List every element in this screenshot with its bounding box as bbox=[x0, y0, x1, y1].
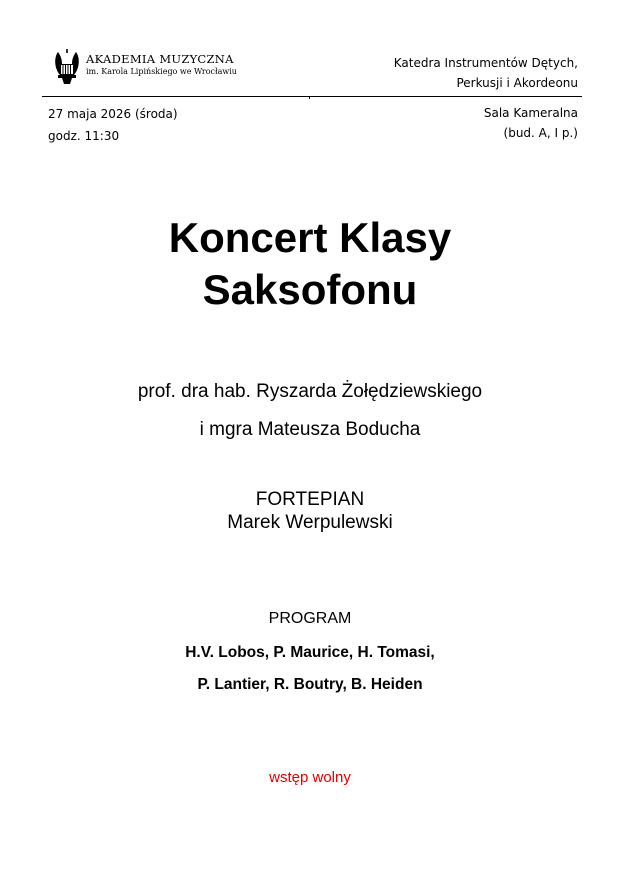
divider-tick bbox=[309, 96, 310, 99]
venue-block bbox=[484, 103, 578, 143]
lyre-logo-icon bbox=[52, 48, 82, 86]
header-divider bbox=[42, 96, 582, 97]
academy-name: AKADEMIA MUZYCZNA bbox=[86, 52, 234, 66]
event-time: godz. 11:30 bbox=[48, 129, 120, 143]
composers-line-1: H.V. Lobos, P. Maurice, H. Tomasi, bbox=[185, 644, 435, 661]
piano-label: FORTEPIAN bbox=[255, 489, 365, 510]
event-date: 27 maja 2026 (środa) bbox=[48, 107, 178, 121]
title-line-1: Koncert Klasy bbox=[168, 214, 452, 261]
academy-block bbox=[86, 52, 237, 78]
program-label: PROGRAM bbox=[268, 610, 352, 627]
teacher-line-2: i mgra Mateusza Boducha bbox=[199, 419, 421, 440]
teacher-line-1: prof. dra hab. Ryszarda Żołędziewskiego bbox=[137, 381, 483, 402]
title-line-2: Saksofonu bbox=[202, 266, 418, 313]
date-time-block bbox=[48, 103, 178, 147]
venue-name: Sala Kameralna bbox=[483, 106, 578, 120]
academy-subtitle: im. Karola Lipińskiego we Wrocławiu bbox=[86, 67, 237, 76]
venue-location: (bud. A, I p.) bbox=[503, 126, 578, 140]
pianist-name: Marek Werpulewski bbox=[227, 512, 393, 533]
department-line-1: Katedra Instrumentów Dętych, bbox=[393, 56, 578, 70]
admission-note: wstęp wolny bbox=[269, 769, 351, 786]
department-block bbox=[394, 53, 578, 93]
department-line-2: Perkusji i Akordeonu bbox=[456, 76, 578, 90]
concert-title bbox=[0, 212, 620, 316]
composers-line-2: P. Lantier, R. Boutry, B. Heiden bbox=[197, 676, 423, 693]
